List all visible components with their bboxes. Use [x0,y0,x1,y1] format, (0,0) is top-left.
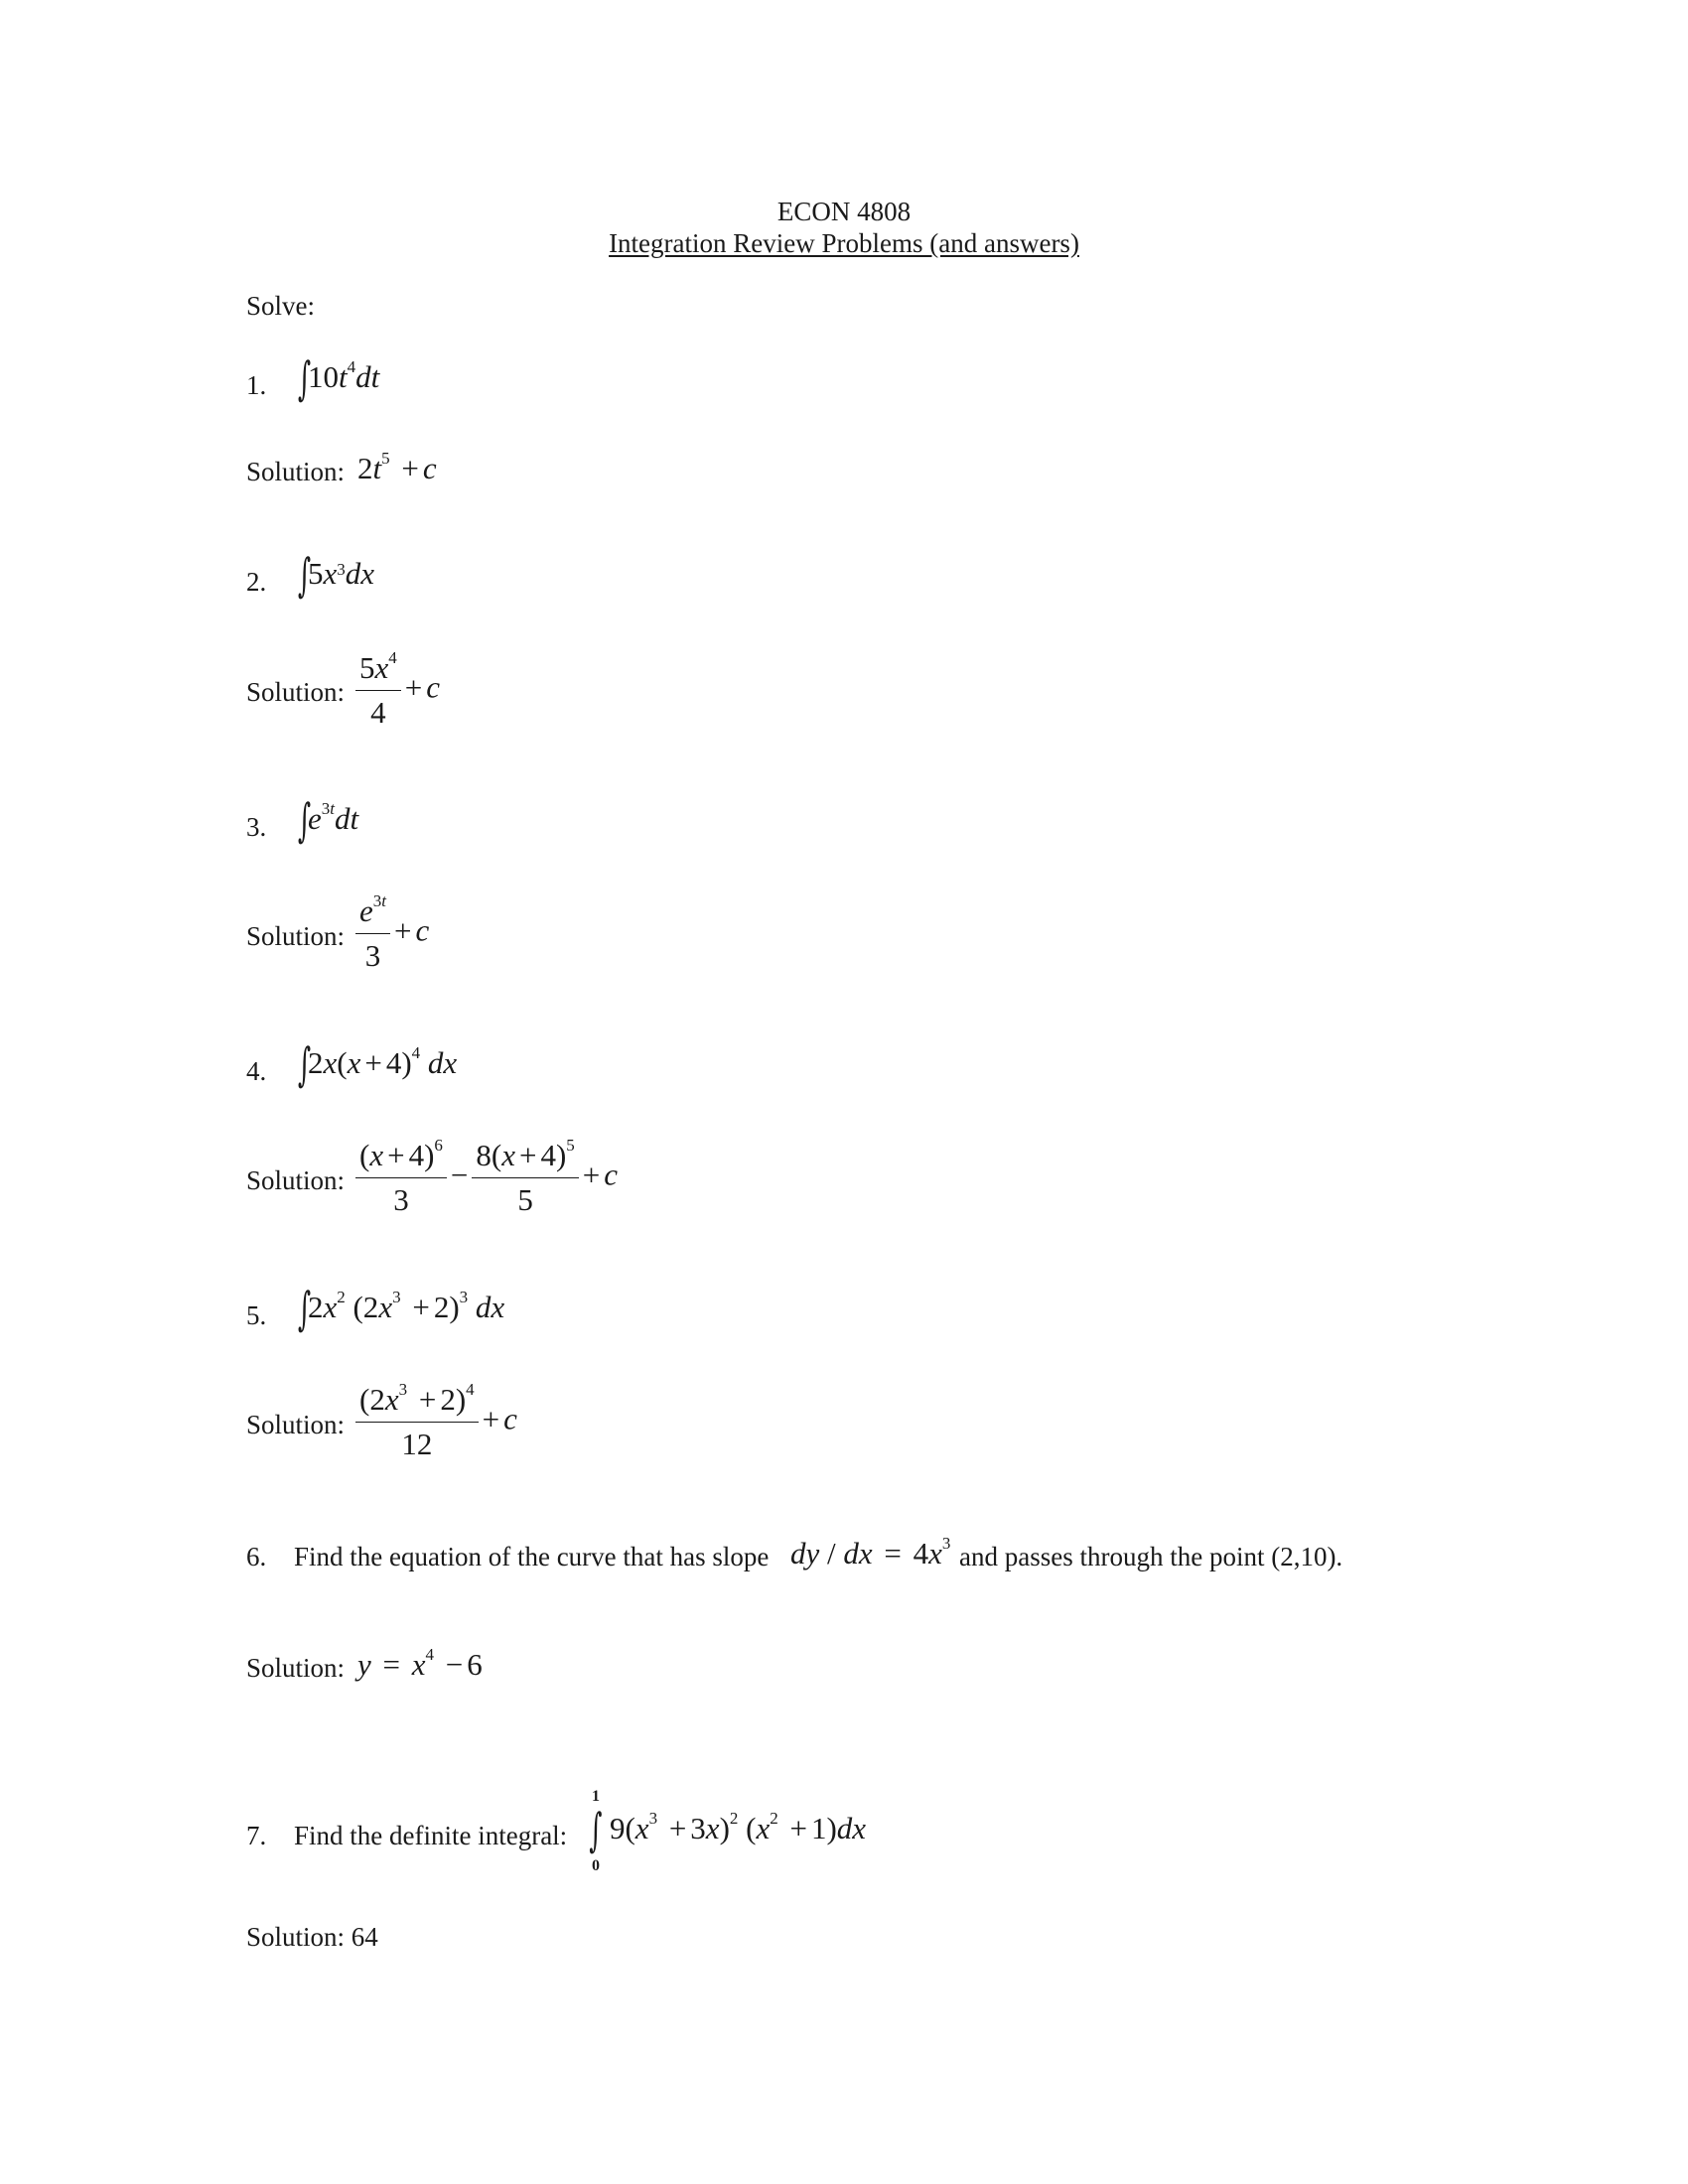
problem-7-text-before: Find the definite integral: [294,1821,568,1850]
problem-number: 5. [246,1300,267,1330]
integral-sign-icon: ∫ [298,548,312,602]
problem-number: 3. [246,812,267,842]
solution-label: Solution: [246,677,346,707]
problem-2-integral: $\int 5x^3dx$ [298,548,374,602]
problem-5-solution: $\frac{(2x^3 + 2)^4}{12}$ + c [355,1382,517,1462]
problem-3-integral: $\int e^{3t}dt$ [298,793,359,847]
integral-sign-icon: ∫ [298,351,312,405]
lower-limit: 0 [591,1857,600,1874]
problem-number: 2. [246,567,267,597]
solution-label: Solution: [246,921,346,951]
problem-1-solution: $2t^5 + c$ [357,448,437,485]
problem-6-text-after: and passes through the point (2,10). [959,1542,1343,1571]
upper-limit: 1 [591,1788,600,1805]
problem-6-solution: $y = x^4 - 6$ [357,1644,483,1682]
problem-5-integral: $\int 2x^2$ $(2x^3 + 2)^3$ dx [298,1282,505,1335]
integral-sign-icon: ∫ [589,1803,603,1856]
solution-label: Solution: [246,1653,346,1683]
problem-number: 4. [246,1056,267,1086]
course-code: ECON 4808 [776,197,912,226]
problem-6-text-before: Find the equation of the curve that has slope [294,1542,770,1571]
solution-label: Solution: [246,457,346,486]
integral-sign-icon: ∫ [298,1037,312,1091]
problem-6-slope: dy / dx = $4x^3$ [790,1533,951,1570]
problem-number: 1. [246,370,267,400]
document-title: Integration Review Problems (and answers) [609,228,1079,258]
integral-sign-icon: ∫ [298,1282,312,1335]
problem-4-solution: $\frac{(x + 4)^6}{3}$ − $\frac{8(x + 4)^5}{5}$ + c [355,1138,618,1218]
problem-2-solution: $\frac{5x^4}{4}$ + c [355,650,440,731]
integral-sign-icon: ∫ [298,793,312,847]
problem-3-solution: $\frac{e^{3t}}{3}$ + c [355,893,429,974]
problem-4-integral: $\int 2x(x + 4)^4$ dx [298,1037,458,1091]
instruction: Solve: [246,291,316,321]
problem-number: 6. [246,1542,267,1571]
solution-label: Solution: [246,1410,346,1439]
problem-number: 7. [246,1821,267,1850]
problem-7-solution: Solution: 64 [246,1922,378,1952]
problem-7-integral: 1 ∫ 0 $9(x^3 + 3x)^2$ $(x^2 + 1)dx$ [589,1788,867,1874]
problem-1-integral: $\int 10t^4dt$ [298,351,380,405]
solution-label: Solution: [246,1165,346,1195]
